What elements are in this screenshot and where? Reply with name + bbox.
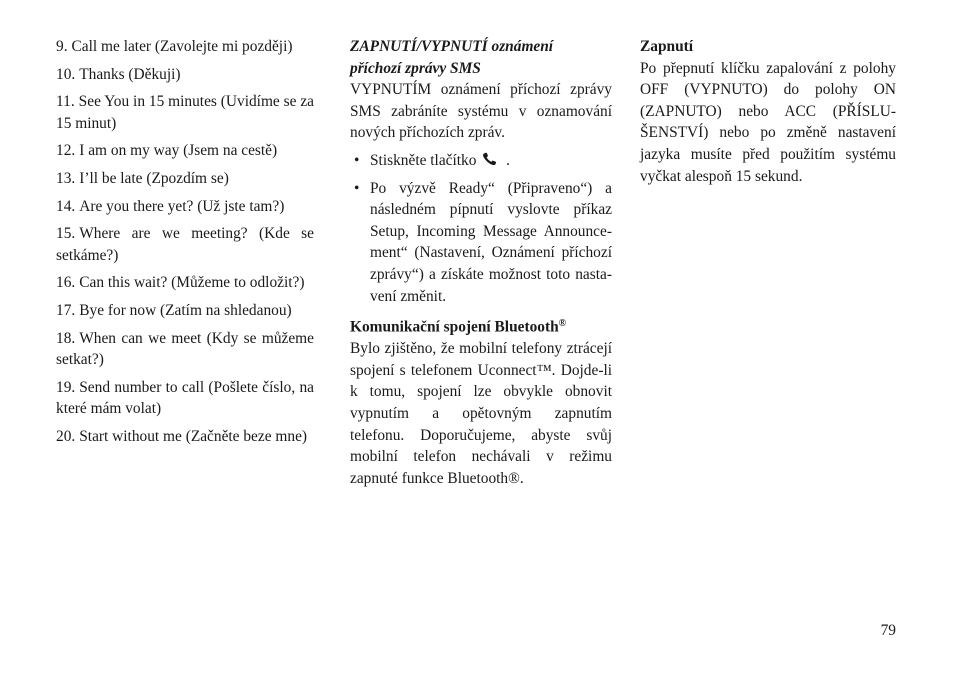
phone-icon xyxy=(482,152,500,166)
list-item: 9. Call me later (Zavolejte mi později) xyxy=(56,38,293,55)
bluetooth-body: Bylo zjištěno, že mobilní telefony ztrácejí spojení s telefonem Uconnect™. Dojde-li k tomu, spojení lze obvykle obnovit vypnutím a opětovným zapnutím telefonu. Doporučujeme, abyste svůj mobilní telefon nechávali v režimu zapnuté funkce Bluetooth®. xyxy=(350,340,612,487)
page-number: 79 xyxy=(880,622,896,639)
list-item: 19. Send number to call (Pošlete číslo, na které mám volat) xyxy=(56,378,314,418)
message-list xyxy=(56,36,314,454)
list-item: 15. Where are we meeting? (Kde se setkáme?) xyxy=(56,225,314,264)
list-item: 18. When can we meet (Kdy se můžeme setkat?) xyxy=(56,329,314,369)
bluetooth-section xyxy=(350,313,612,489)
list-item: • Po výzvě Ready“ (Připraveno“) a následném pípnutí vyslovte příkaz Setup, Incoming Message Announcement“ (Nastavení, Oznámení příchozí zprávy“) a získáte možnost toto nastavení změnit. xyxy=(354,179,612,305)
power-body: Po přepnutí klíčku zapalování z polohy OFF (VYPNUTO) do polohy ON (ZAPNUTO) nebo ACC (PŘÍSLUŠENSTVÍ) nebo po změně nastavení jazyka musíte před použitím systému vyčkat alespoň 15 sekund. xyxy=(640,59,896,185)
bullet: • xyxy=(354,179,360,197)
list-item: 16. Can this wait? (Můžeme to odložit?) xyxy=(56,274,305,292)
list-item: 12. I am on my way (Jsem na cestě) xyxy=(56,142,278,160)
sms-announcement-section xyxy=(350,36,612,489)
sms-body: VYPNUTÍM oznámení příchozí zprávy SMS zabráníte systému v oznamování nových příchozích zpráv. xyxy=(350,81,612,142)
list-item: 20. Start without me (Začněte beze mne) xyxy=(56,427,308,445)
sms-heading: ZAPNUTÍ/VYPNUTÍ oznámení příchozí zprávy SMS xyxy=(350,38,554,77)
power-on-section xyxy=(640,36,896,187)
sms-instructions xyxy=(350,150,612,307)
list-item: 11. See You in 15 minutes (Uvidíme se za 15 minut) xyxy=(56,93,314,132)
list-item: 10. Thanks (Děkuji) xyxy=(56,65,181,83)
list-item: 17. Bye for now (Zatím na shledanou) xyxy=(56,301,292,319)
list-item: 14. Are you there yet? (Už jste tam?) xyxy=(56,197,285,215)
bullet: • xyxy=(354,151,360,169)
list-item: • Stiskněte tlačítko . xyxy=(350,150,612,172)
bluetooth-heading: Komunikační spojení Bluetooth® xyxy=(350,318,567,336)
list-item: 13. I’ll be late (Zpozdím se) xyxy=(56,169,229,187)
power-heading: Zapnutí xyxy=(640,38,694,55)
